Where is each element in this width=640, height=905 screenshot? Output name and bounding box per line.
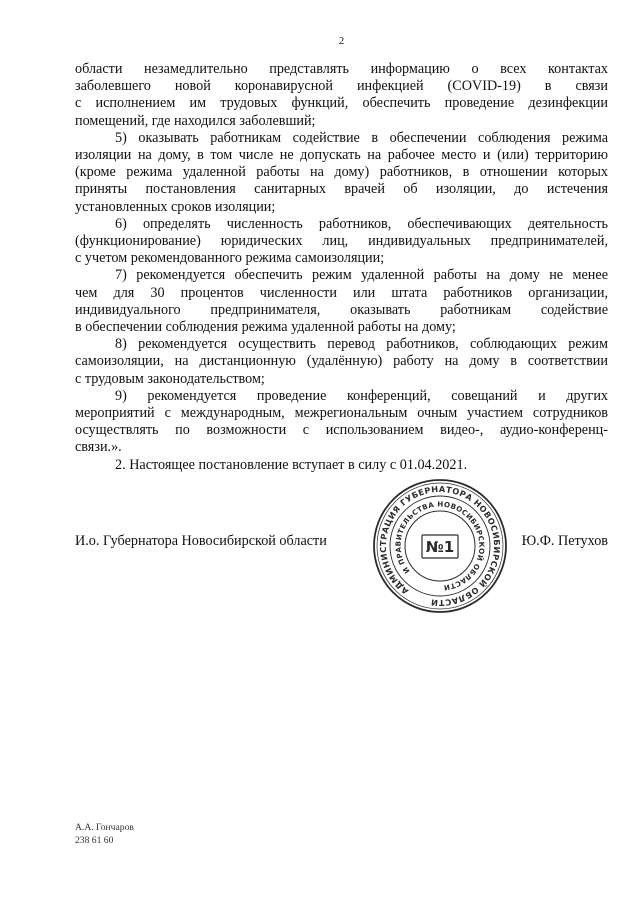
text-line: 6) определять численность работников, обеспечивающих деятельность — [115, 215, 608, 232]
continued-paragraph — [75, 61, 608, 130]
page-number: 2 — [338, 36, 345, 47]
text-line: с учетом рекомендованного режима самоизоляции; — [75, 250, 385, 267]
text-line: 9) рекомендуется проведение конференций, совещаний и других — [115, 387, 608, 404]
text-line: в обеспечении соблюдения режима удаленной работы на дому; — [75, 319, 456, 336]
text-line: 2. Настоящее постановление вступает в силу с 01.04.2021. — [115, 456, 468, 473]
text-line: связи.». — [75, 439, 122, 456]
seal-center-number: №1 — [425, 538, 455, 556]
paragraph — [75, 336, 608, 388]
text-line: индивидуального предпринимателя, оказывать работникам содействие — [75, 301, 608, 318]
signature-block — [75, 532, 608, 550]
seal-outer-text: АДМИНИСТРАЦИЯ ГУБЕРНАТОРА НОВОСИБИРСКОЙ ОБЛАСТИ — [377, 483, 503, 609]
text-line: осуществлять по возможности с использованием видео-, аудио-конференц- — [75, 422, 608, 439]
text-line: мероприятий с международным, межрегиональным очным участием сотрудников — [75, 405, 608, 422]
paragraph — [75, 388, 608, 457]
text-line: области незамедлительно представлять информацию о всех контактах — [75, 61, 608, 77]
paragraph — [75, 457, 608, 474]
signatory-name: Ю.Ф. Петухов — [521, 533, 608, 549]
executor-footer — [75, 822, 134, 847]
official-seal — [370, 476, 510, 616]
text-line: 5) оказывать работникам содействие в обеспечении соблюдения режима — [115, 129, 608, 146]
text-line: помещений, где находился заболевший; — [75, 112, 316, 129]
text-line: с исполнением им трудовых функций, обеспечить проведение дезинфекции — [75, 95, 608, 112]
paragraph — [75, 267, 608, 336]
text-line: (кроме режима удаленной работы на дому) работников, в отношении которых — [75, 164, 608, 181]
text-line: приняты постановления санитарных врачей об изоляции, до истечения — [75, 181, 608, 198]
text-line: 8) рекомендуется осуществить перевод работников, соблюдающих режим — [115, 336, 608, 353]
paragraph — [75, 130, 608, 216]
text-line: заболевшего новой коронавирусной инфекцией (COVID-19) в связи — [75, 78, 608, 95]
text-line: самоизоляции, на дистанционную (удалённую) работу на дому в соответствии — [75, 353, 608, 370]
paragraph — [75, 216, 608, 268]
text-line: (функционирование) юридических лиц, индивидуальных предпринимателей, — [75, 233, 608, 250]
executor-name: А.А. Гончаров — [75, 822, 134, 833]
text-line: чем для 30 процентов численности или штата работников организации, — [75, 284, 608, 301]
signatory-title: И.о. Губернатора Новосибирской области — [75, 533, 327, 549]
text-line: установленных сроков изоляции; — [75, 198, 276, 215]
text-line: с трудовым законодательством; — [75, 370, 265, 387]
seal-inner-text: И ПРАВИТЕЛЬСТВА НОВОСИБИРСКОЙ ОБЛАСТИ — [393, 499, 487, 593]
executor-phone: 238 61 60 — [75, 834, 114, 846]
text-line: 7) рекомендуется обеспечить режим удаленной работы на дому не менее — [115, 267, 608, 284]
text-line: изоляции на дому, в том числе не допускать на рабочее место и (или) территорию — [75, 147, 608, 164]
document-body — [75, 61, 608, 474]
